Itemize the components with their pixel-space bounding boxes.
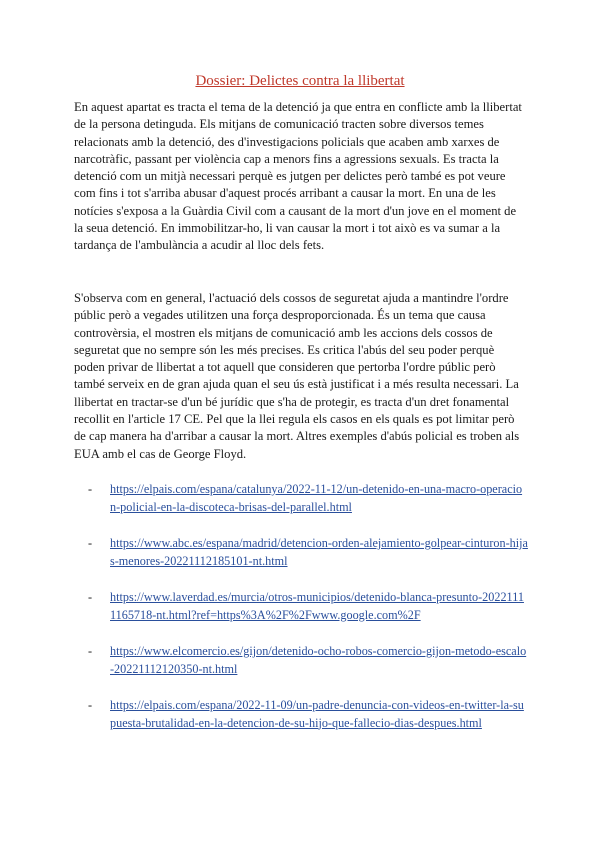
bullet-dash: -: [88, 644, 93, 658]
reference-link-5[interactable]: https://elpais.com/espana/2022-11-09/un-padre-denuncia-con-videos-en-twitter-la-supuesta-brutalidad-en-la-detencion-de-su-hijo-que-fallecio-dias-despues.html: [110, 698, 524, 730]
bullet-dash: -: [88, 698, 93, 712]
reference-link-2[interactable]: https://www.abc.es/espana/madrid/detencion-orden-alejamiento-golpear-cinturon-hijas-menores-20221112185101-nt.html: [110, 536, 528, 568]
reference-link-1[interactable]: https://elpais.com/espana/catalunya/2022-11-12/un-detenido-en-una-macro-operacion-policial-en-la-discoteca-brisas-del-parallel.html: [110, 482, 523, 514]
bullet-dash: -: [88, 482, 93, 496]
reference-link-4[interactable]: https://www.elcomercio.es/gijon/detenido-ocho-robos-comercio-gijon-metodo-escalo-20221112120350-nt.html: [110, 644, 527, 676]
list-item: [88, 643, 528, 678]
list-item: [88, 697, 528, 732]
list-item: [88, 589, 528, 624]
bullet-dash: -: [88, 590, 93, 604]
body-paragraph-1: En aquest apartat es tracta el tema de la detenció ja que entra en conflicte amb la llibertat de la persona detinguda. Els mitjans de comunicació tracten sobre diversos temes relacionats amb la detenció, des d'investigacions policials que acaben amb xarxes de narcotràfic, passant per violència cap a menors fins a agressions sexuals. Es tracta la detenció com un mitjà necessari perquè es jutgen per delictes però també es pot veure com fins i tot s'arriba abusar d'aquest procés arribant a causar la mort. En una de les notícies s'exposa a la Guàrdia Civil com a causant de la mort d'un jove en el moment de la seua detenció. En immobilitzar-ho, li van causar la mort i tot això es va sumar a la tardança de l'ambulància a acudir al lloc dels fets.: [74, 100, 522, 253]
list-item: [88, 481, 528, 516]
bullet-dash: -: [88, 536, 93, 550]
list-item: [88, 535, 528, 570]
reference-links-list: [88, 481, 528, 751]
reference-link-3[interactable]: https://www.laverdad.es/murcia/otros-municipios/detenido-blanca-presunto-20221111165718-nt.html?ref=https%3A%2F%2Fwww.google.com%2F: [110, 590, 524, 622]
body-paragraph-2: S'observa com en general, l'actuació dels cossos de seguretat ajuda a mantindre l'ordre públic però a vegades utilitzen una força desproporcionada. És un tema que causa controvèrsia, el mostren els mitjans de comunicació amb les accions dels cossos de seguretat que no sempre són les més precises. Es critica l'abús del seu poder perquè poden privar de llibertat a tot aquell que consideren que pertorba l'ordre públic però també serveix en de gran ajuda quan el seu ús està justificat i a més resulta necessari. La llibertat en tractar-se d'un bé jurídic que s'ha de protegir, es tracta d'un dret fonamental recollit en l'article 17 CE. Pel que la llei regula els casos en els quals es pot limitar però de cap manera ha d'arribar a causar la mort. Altres exemples d'abús policial es troben als EUA amb el cas de George Floyd.: [74, 291, 520, 461]
document-title: Dossier: Delictes contra la llibertat: [195, 73, 405, 89]
